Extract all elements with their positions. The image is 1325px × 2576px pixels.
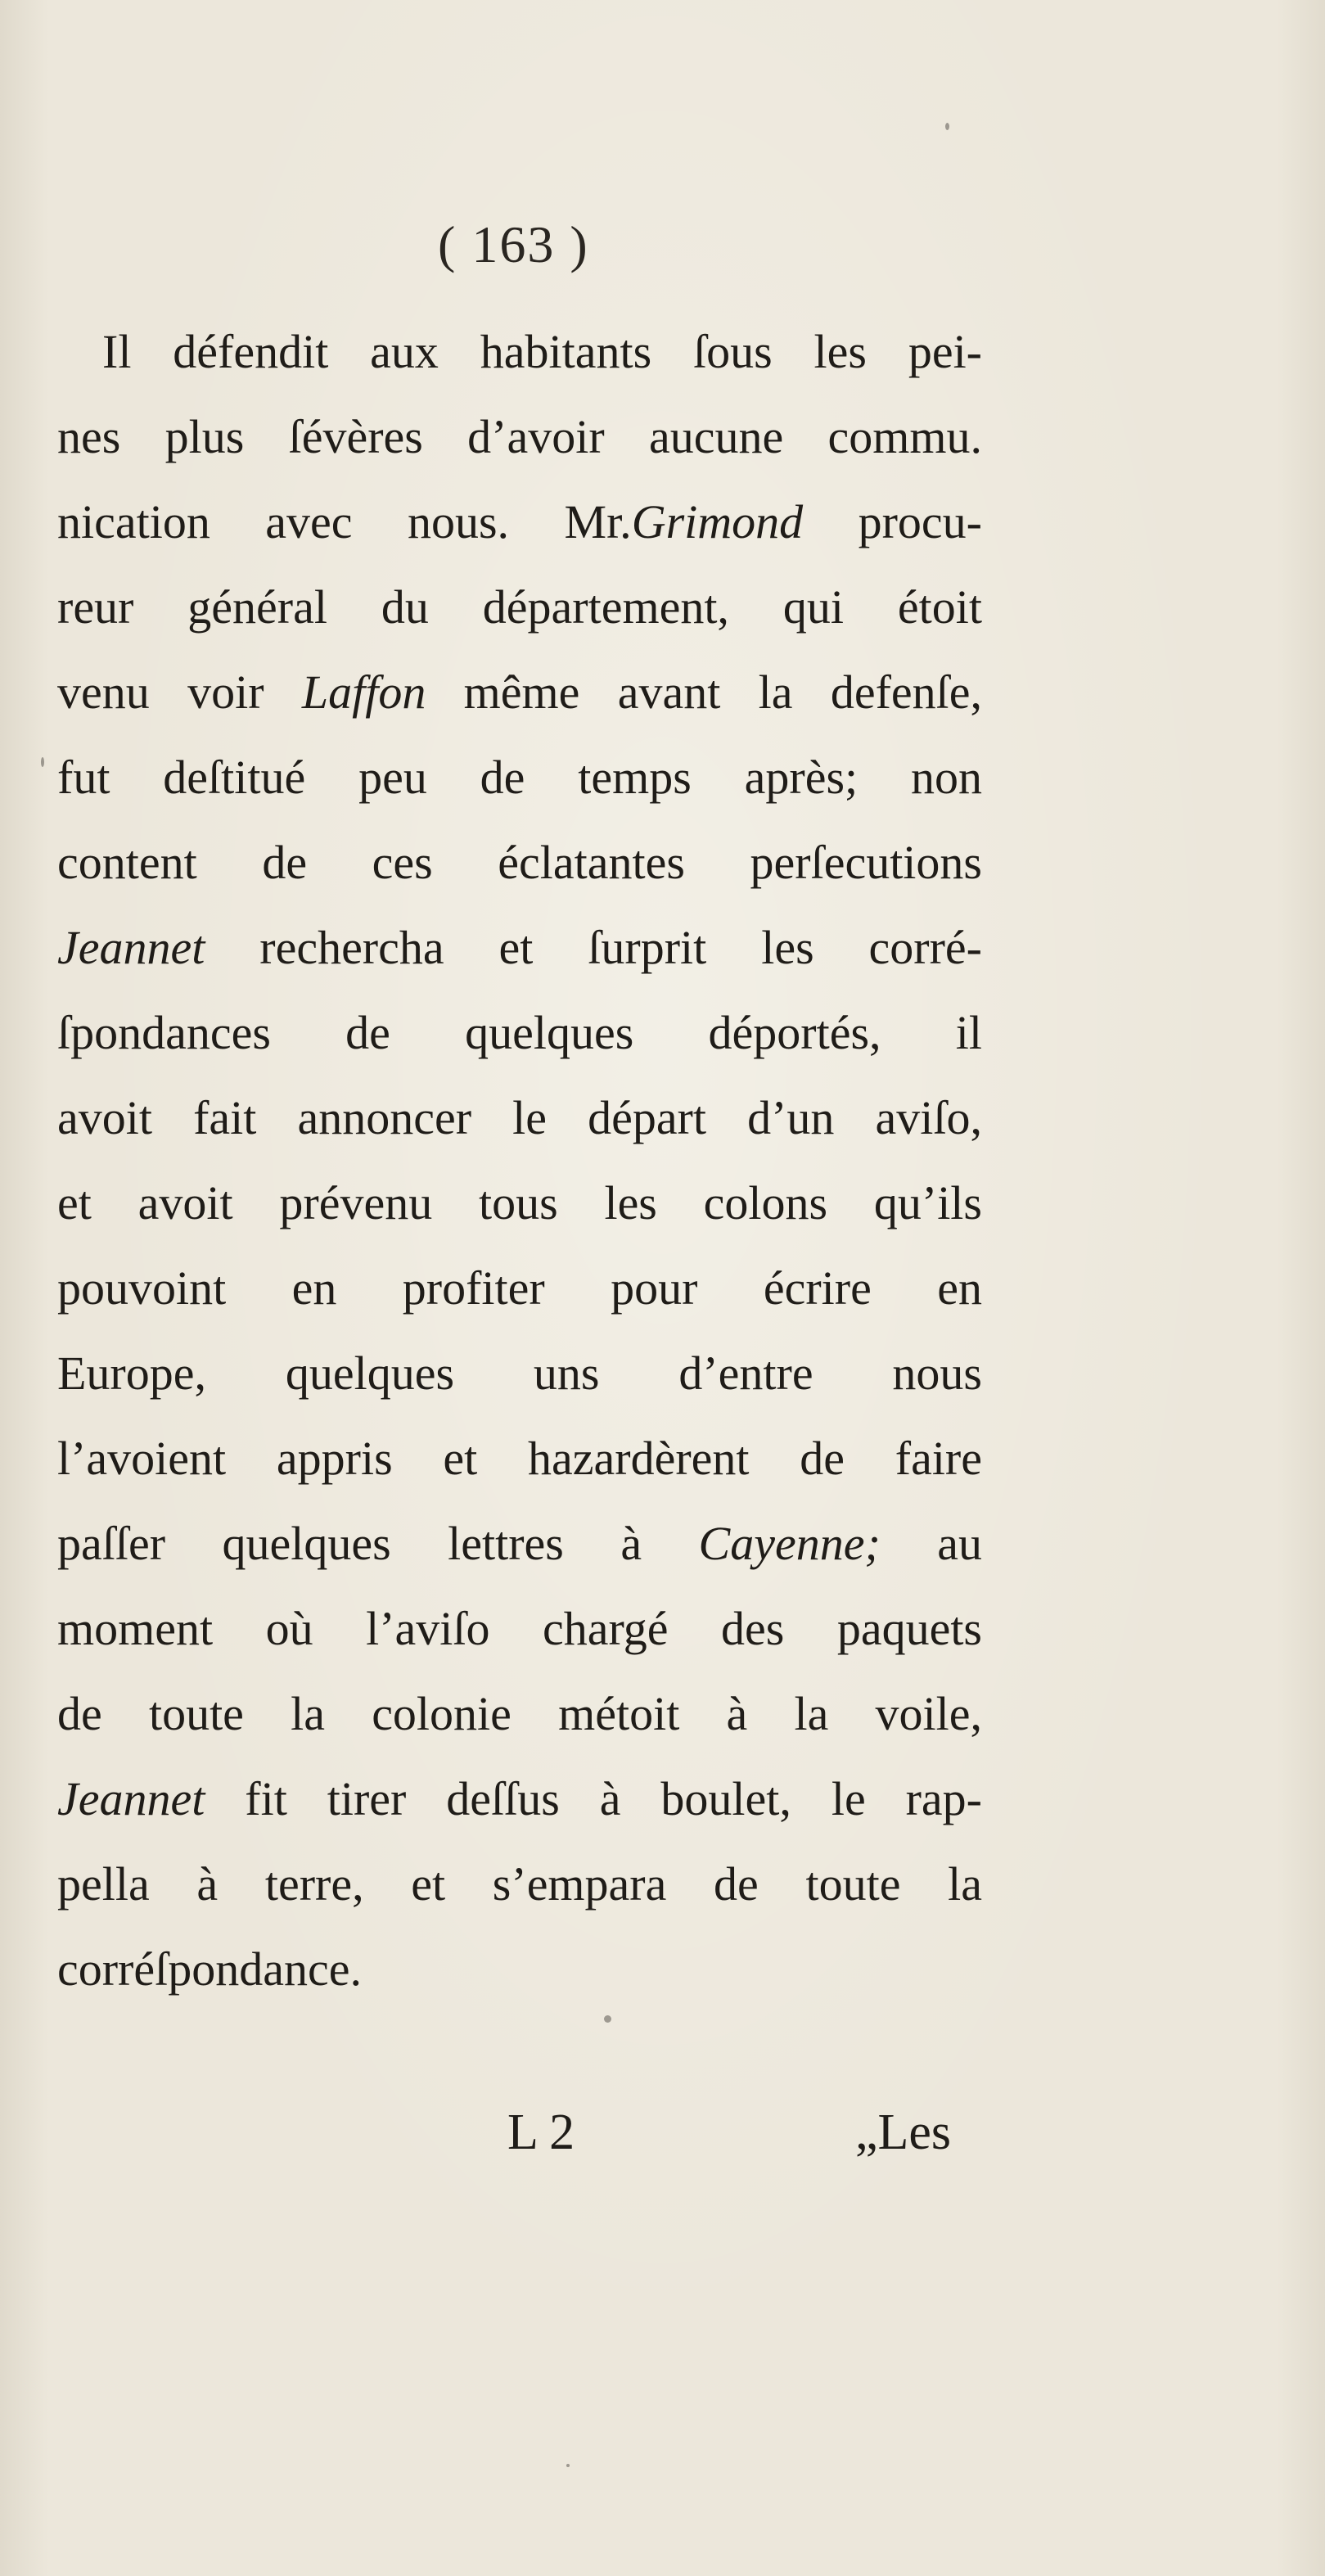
text-line bbox=[57, 1161, 982, 1246]
text-segment: et avoit prévenu tous les colons qu’ils bbox=[57, 1176, 982, 1229]
text-segment: pouvoint en profiter pour écrire en bbox=[57, 1261, 982, 1315]
text-line bbox=[57, 1501, 982, 1586]
paper-speck bbox=[41, 757, 44, 767]
text-line bbox=[57, 820, 982, 905]
text-segment: venu voir bbox=[57, 665, 302, 719]
text-line bbox=[57, 395, 982, 480]
text-line bbox=[57, 735, 982, 820]
italic-name: Cayenne; bbox=[698, 1517, 881, 1570]
text-segment: nication avec nous. Mr. bbox=[57, 495, 632, 548]
text-segment: pella à terre, et s’empara de toute la bbox=[57, 1857, 982, 1911]
paper-speck bbox=[604, 2015, 611, 2023]
text-line bbox=[57, 1927, 982, 2012]
paper-speck bbox=[566, 2464, 570, 2467]
text-line bbox=[57, 309, 982, 395]
text-line bbox=[57, 1076, 982, 1161]
text-segment: avoit fait annoncer le départ d’un aviſo, bbox=[57, 1091, 982, 1144]
text-line bbox=[57, 1331, 982, 1416]
text-line bbox=[57, 1586, 982, 1671]
text-line bbox=[57, 1757, 982, 1842]
text-segment: l’avoient appris et hazardèrent de faire bbox=[57, 1432, 982, 1485]
text-segment: Il défendit aux habitants ſous les pei- bbox=[102, 325, 982, 378]
text-segment: ſpondances de quelques déportés, il bbox=[57, 1006, 982, 1059]
text-segment: moment où l’aviſo chargé des paquets bbox=[57, 1602, 982, 1655]
text-segment: reur général du département, qui étoit bbox=[57, 580, 982, 634]
italic-name: Jeannet bbox=[57, 921, 205, 974]
text-line bbox=[57, 990, 982, 1076]
italic-name: Jeannet bbox=[57, 1772, 205, 1825]
page-footer bbox=[0, 2104, 1325, 2177]
text-line bbox=[57, 1671, 982, 1757]
text-line bbox=[57, 905, 982, 990]
text-segment: au bbox=[880, 1517, 982, 1570]
signature-mark: L 2 bbox=[507, 2105, 575, 2160]
text-segment: rechercha et ſurprit les corré- bbox=[205, 921, 982, 974]
italic-name: Grimond bbox=[631, 495, 804, 548]
text-line bbox=[57, 1842, 982, 1927]
text-line bbox=[57, 480, 982, 565]
text-segment: fit tirer deſſus à boulet, le rap- bbox=[205, 1772, 982, 1825]
text-segment: Europe, quelques uns d’entre nous bbox=[57, 1347, 982, 1400]
text-line bbox=[57, 1246, 982, 1331]
italic-name: Laffon bbox=[301, 665, 426, 719]
text-segment: fut deſtitué peu de temps après; non bbox=[57, 751, 982, 804]
text-line bbox=[57, 650, 982, 735]
text-segment: paſſer quelques lettres à bbox=[57, 1517, 699, 1570]
text-segment: de toute la colonie métoit à la voile, bbox=[57, 1687, 982, 1740]
text-segment: procu- bbox=[803, 495, 982, 548]
body-text bbox=[57, 309, 982, 2012]
text-segment: corréſpondance. bbox=[57, 1942, 362, 1996]
page-number: ( 163 ) bbox=[438, 215, 589, 273]
text-segment: content de ces éclatantes perſecutions bbox=[57, 836, 982, 889]
text-line bbox=[57, 1416, 982, 1501]
text-segment: même avant la defenſe, bbox=[426, 665, 982, 719]
text-segment: nes plus ſévères d’avoir aucune commu. bbox=[57, 410, 982, 463]
text-line bbox=[57, 565, 982, 650]
paper-speck bbox=[945, 123, 949, 130]
catchword: „Les bbox=[855, 2105, 952, 2160]
